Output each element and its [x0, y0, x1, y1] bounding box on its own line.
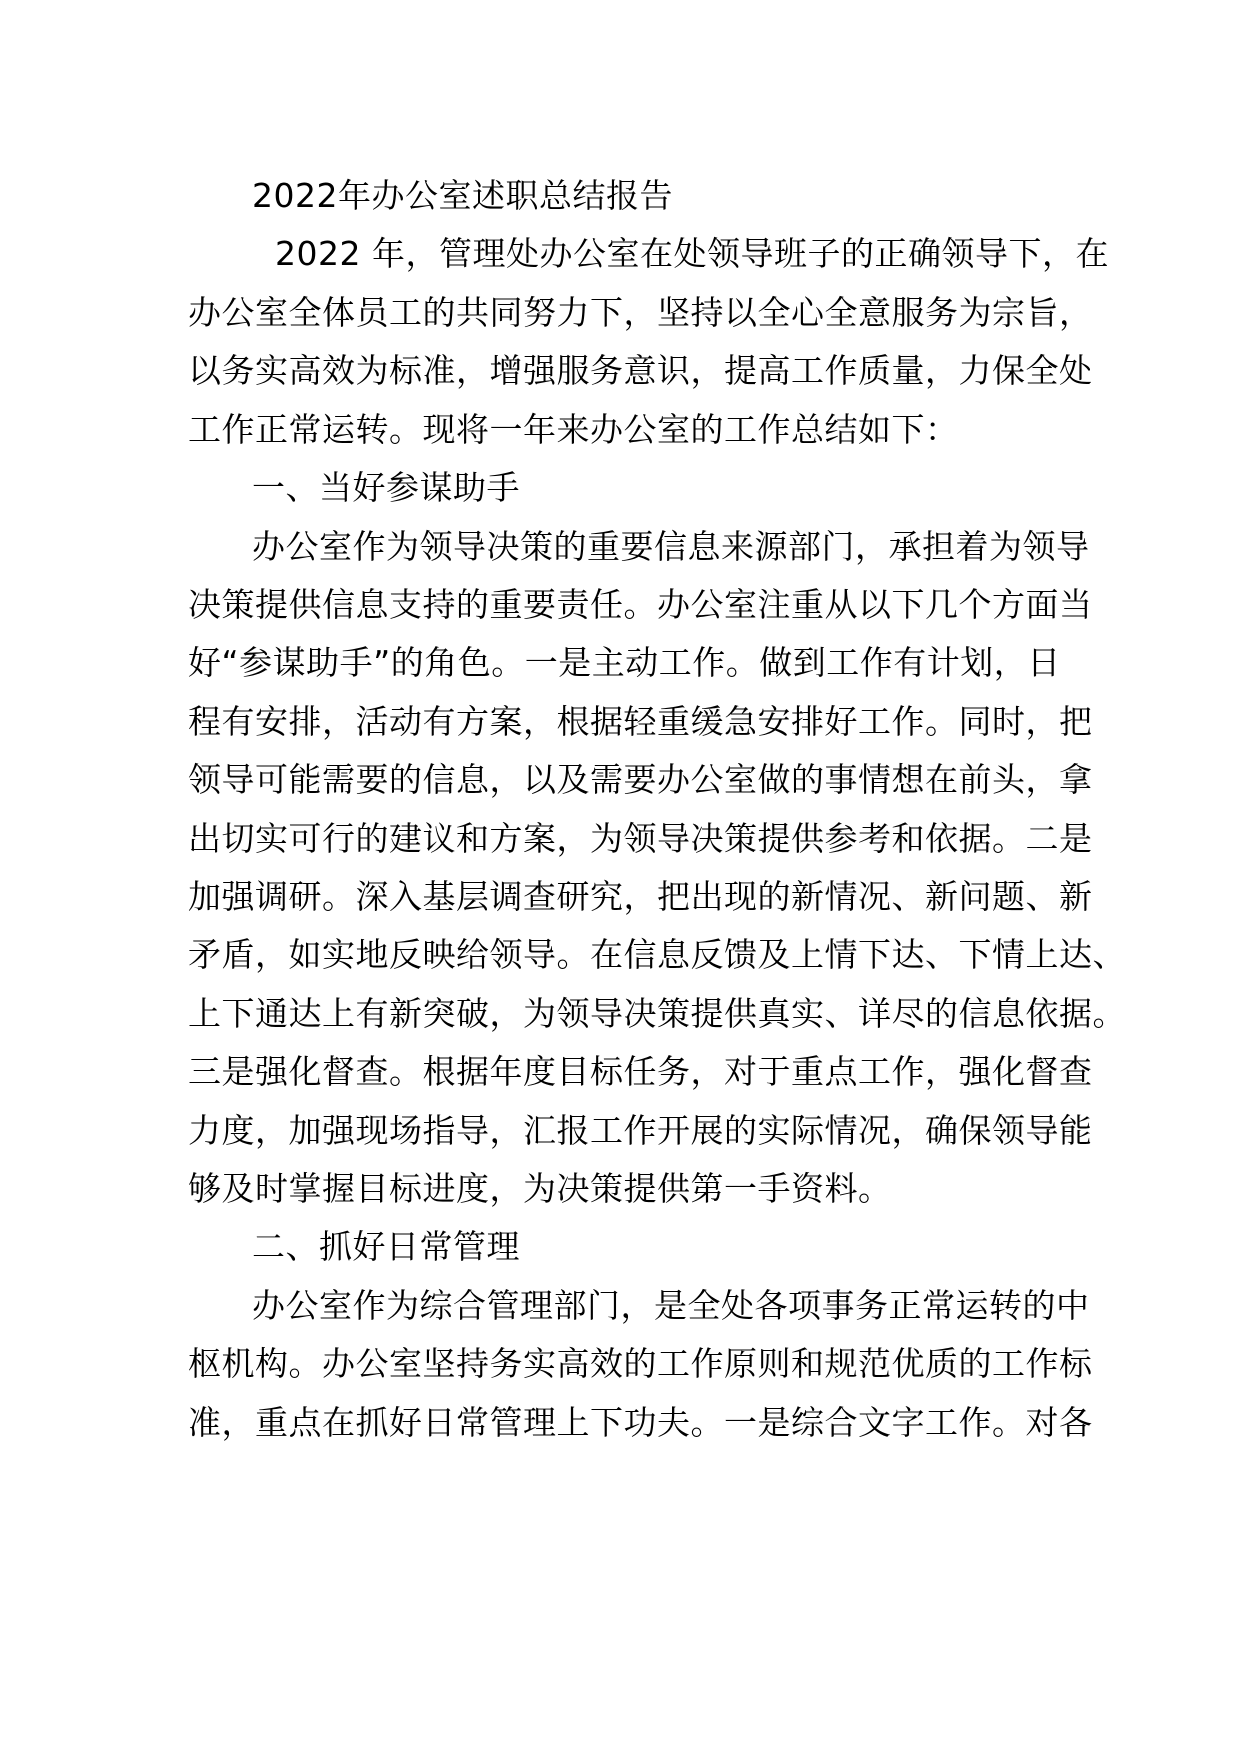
- paragraph-line: 三是强化督查。根据年度目标任务，对于重点工作，强化督查: [188, 1052, 1093, 1091]
- paragraph-line: 办公室全体员工的共同努力下，坚持以全心全意服务为宗旨，: [188, 293, 1093, 332]
- paragraph-line: 决策提供信息支持的重要责任。办公室注重从以下几个方面当: [188, 585, 1093, 624]
- section-heading: 二、抓好日常管理: [252, 1227, 520, 1266]
- paragraph-line: 矛盾，如实地反映给领导。在信息反馈及上情下达、下情上达、: [188, 935, 1126, 974]
- paragraph-line: 以务实高效为标准，增强服务意识，提高工作质量，力保全处: [188, 351, 1093, 390]
- paragraph-line: 领导可能需要的信息，以及需要办公室做的事情想在前头，拿: [188, 760, 1093, 799]
- paragraph-line: 办公室作为领导决策的重要信息来源部门，承担着为领导: [252, 527, 1090, 566]
- paragraph-line: 加强调研。深入基层调查研究，把出现的新情况、新问题、新: [188, 877, 1093, 916]
- paragraph-line: 程有安排，活动有方案，根据轻重缓急安排好工作。同时，把: [188, 702, 1093, 741]
- paragraph-line: 好“参谋助手”的角色。一是主动工作。做到工作有计划，日: [188, 643, 1061, 682]
- paragraph-line: 2022 年，管理处办公室在处领导班子的正确领导下，在: [275, 234, 1109, 273]
- paragraph-line: 出切实可行的建议和方案，为领导决策提供参考和依据。二是: [188, 819, 1093, 858]
- paragraph-line: 力度，加强现场指导，汇报工作开展的实际情况，确保领导能: [188, 1111, 1093, 1150]
- paragraph-line: 准，重点在抓好日常管理上下功夫。一是综合文字工作。对各: [188, 1403, 1093, 1442]
- paragraph-line: 上下通达上有新突破，为领导决策提供真实、详尽的信息依据。: [188, 994, 1126, 1033]
- paragraph-line: 够及时掌握目标进度，为决策提供第一手资料。: [188, 1169, 892, 1208]
- section-heading: 一、当好参谋助手: [252, 468, 520, 507]
- paragraph-line: 工作正常运转。现将一年来办公室的工作总结如下：: [188, 410, 959, 449]
- paragraph-line: 枢机构。办公室坚持务实高效的工作原则和规范优质的工作标: [188, 1344, 1093, 1383]
- paragraph-line: 办公室作为综合管理部门，是全处各项事务正常运转的中: [252, 1286, 1090, 1325]
- document-title: 2022年办公室述职总结报告: [252, 176, 673, 215]
